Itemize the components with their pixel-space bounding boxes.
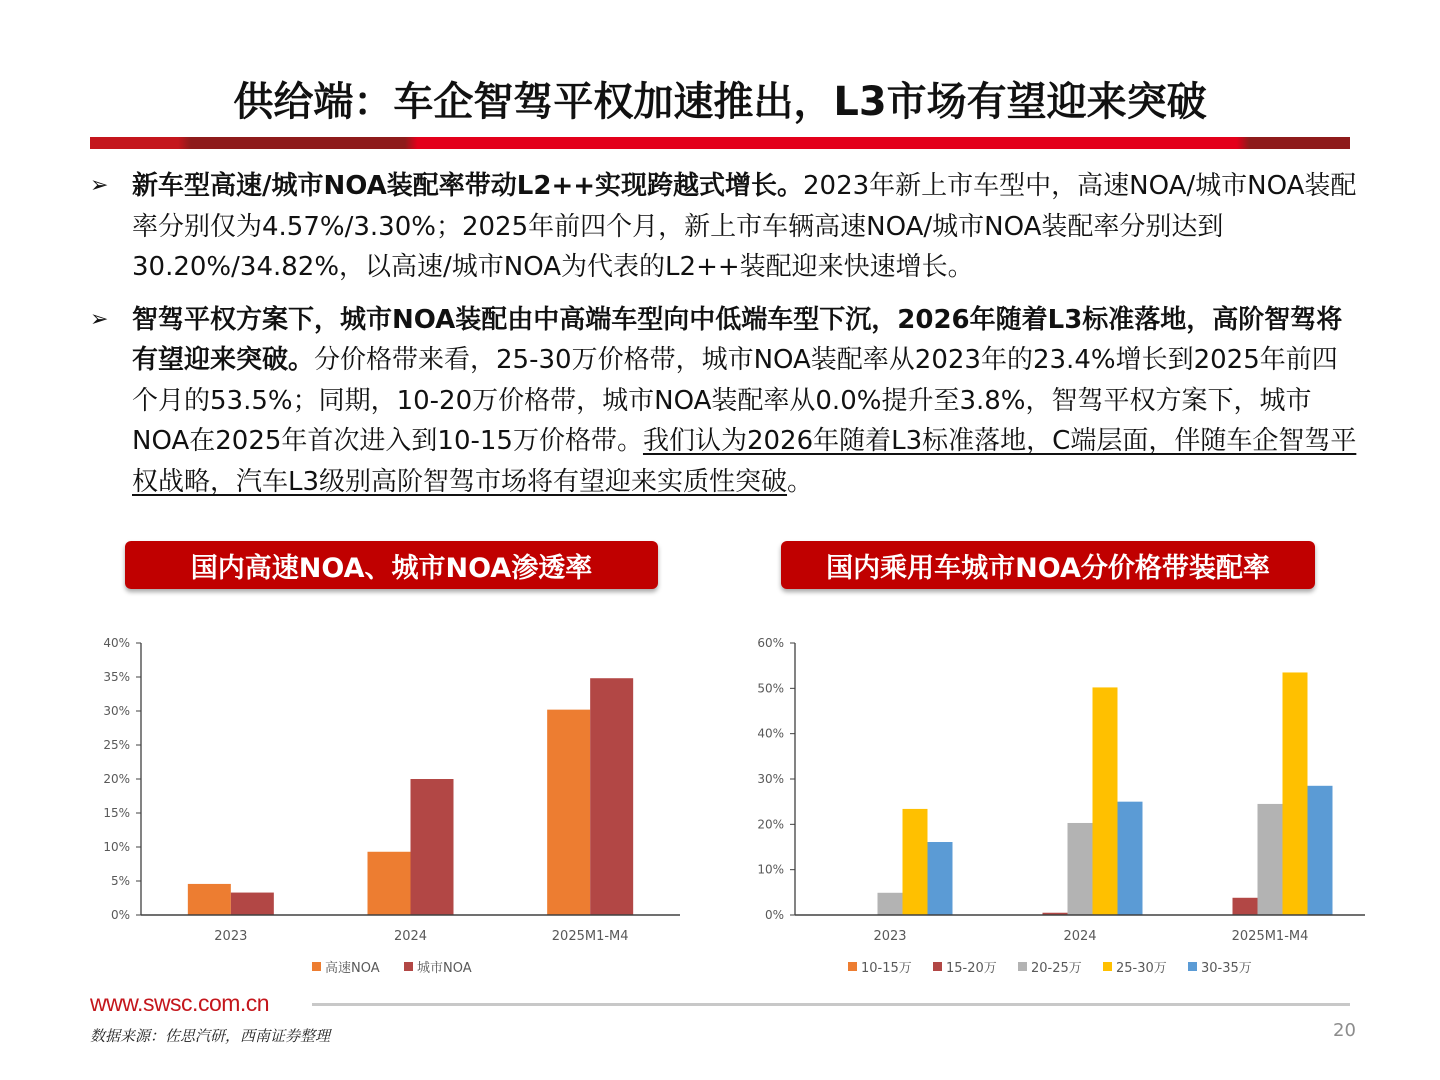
legend-item <box>404 961 472 976</box>
bullet-item-2 <box>90 300 1360 503</box>
bullet-item-1 <box>90 166 1360 288</box>
y-tick-label: 20% <box>757 817 784 832</box>
bar-2023-30-35万 <box>928 842 953 915</box>
y-tick-label: 20% <box>103 772 130 786</box>
bar-2025M1-M4-城市NOA <box>590 678 633 915</box>
legend-item <box>1103 961 1167 976</box>
legend-label: 10-15万 <box>861 961 912 976</box>
y-tick-label: 10% <box>757 862 784 877</box>
legend-label: 高速NOA <box>325 961 380 976</box>
bar-2025M1-M4-25-30万 <box>1283 672 1308 915</box>
bar-2023-城市NOA <box>231 893 274 915</box>
bar-2025M1-M4-20-25万 <box>1258 804 1283 915</box>
legend-label: 城市NOA <box>417 961 472 976</box>
legend-label: 30-35万 <box>1201 961 1252 976</box>
y-tick-label: 15% <box>103 806 130 820</box>
bar-2025M1-M4-高速NOA <box>547 710 590 915</box>
legend-swatch <box>933 962 942 971</box>
bar-2025M1-M4-15-20万 <box>1233 898 1258 915</box>
legend-swatch <box>1018 962 1027 971</box>
bar-2024-25-30万 <box>1093 687 1118 915</box>
bullet-list <box>90 166 1360 514</box>
y-tick-label: 10% <box>103 840 130 854</box>
y-tick-label: 60% <box>757 636 784 650</box>
legend-item <box>1188 961 1252 976</box>
x-tick-label: 2024 <box>393 929 428 944</box>
legend-swatch <box>1103 962 1112 971</box>
page-title: 供给端：车企智驾平权加速推出，L3市场有望迎来突破 <box>233 79 1207 125</box>
bar-2024-城市NOA <box>411 779 454 915</box>
legend-label: 15-20万 <box>946 961 997 976</box>
footer-url: www.swsc.com.cn <box>90 990 270 1016</box>
x-tick-label: 2023 <box>214 929 248 944</box>
title-divider-bar <box>90 137 1350 149</box>
bar-2025M1-M4-30-35万 <box>1308 786 1333 915</box>
y-tick-label: 25% <box>103 738 130 752</box>
y-tick-label: 40% <box>103 636 130 650</box>
left-chart-title: 国内高速NOA、城市NOA渗透率 <box>125 541 658 589</box>
bullet-2-text: 分价格带来看，25-30万价格带，城市NOA装配率从2023年的23.4%增长到2025年前四个月的53.5%；同期，10-20万价格带，城市NOA装配率从0.0%提升至3.8%，智驾平权方案下，城市NOA在2025年首次进入到10-15万价格带。 <box>132 345 1338 456</box>
bar-2024-高速NOA <box>368 852 411 915</box>
y-tick-label: 35% <box>103 670 130 684</box>
bar-2023-20-25万 <box>878 893 903 915</box>
bullet-1-heading: 新车型高速/城市NOA装配率带动L2++实现跨越式增长。 <box>132 171 804 201</box>
bar-2024-30-35万 <box>1118 802 1143 915</box>
right-chart-title: 国内乘用车城市NOA分价格带装配率 <box>781 541 1315 589</box>
legend-swatch <box>404 962 413 971</box>
y-tick-label: 0% <box>110 908 130 922</box>
legend-label: 20-25万 <box>1031 961 1082 976</box>
bullet-1-text: 2023年新上市车型中，高速NOA/城市NOA装配率分别仅为4.57%/3.30%；2025年前四个月，新上市车辆高速NOA/城市NOA装配率分别达到30.20%/34.82%，以高速/城市NOA为代表的L2++装配迎来快速增长。 <box>132 171 1357 282</box>
legend-item <box>312 960 380 976</box>
x-tick-label: 2024 <box>1063 929 1097 944</box>
page-number: 20 <box>1333 1020 1356 1041</box>
data-source-note: 数据来源：佐思汽研，西南证券整理 <box>90 1027 331 1045</box>
bar-2024-20-25万 <box>1068 823 1093 915</box>
x-tick-label: 2025M1-M4 <box>551 929 629 944</box>
legend-item <box>933 961 997 976</box>
y-tick-label: 50% <box>757 681 784 696</box>
y-tick-label: 0% <box>764 908 784 922</box>
bullet-2-conclusion: 我们认为2026年随着L3标准落地，C端层面，伴随车企智驾平权战略，汽车L3级别高阶智驾市场将有望迎来实质性突破 <box>132 426 1357 497</box>
bullet-2-heading: 智驾平权方案下，城市NOA装配由中高端车型向中低端车型下沉，2026年随着L3标准落地，高阶智驾将有望迎来突破。 <box>132 304 1343 375</box>
arrow-bullet-icon: ➢ <box>90 306 109 332</box>
legend-swatch <box>848 962 857 971</box>
y-tick-label: 5% <box>110 874 130 888</box>
footer-divider <box>312 1003 1350 1006</box>
arrow-bullet-icon: ➢ <box>90 173 109 198</box>
y-tick-label: 30% <box>103 704 130 718</box>
noa-penetration-chart <box>80 620 720 990</box>
legend-label: 25-30万 <box>1116 961 1167 976</box>
x-tick-label: 2025M1-M4 <box>1231 929 1309 944</box>
bar-2023-25-30万 <box>903 809 928 915</box>
bar-2023-高速NOA <box>188 884 231 915</box>
legend-item <box>1018 961 1082 976</box>
legend-swatch <box>312 962 321 971</box>
bullet-2-tail: 。 <box>787 466 814 497</box>
city-noa-price-band-chart <box>735 620 1375 990</box>
y-tick-label: 30% <box>757 772 784 786</box>
y-tick-label: 40% <box>757 726 784 741</box>
legend-item <box>848 961 912 976</box>
x-tick-label: 2023 <box>873 929 907 944</box>
legend-swatch <box>1188 962 1197 971</box>
